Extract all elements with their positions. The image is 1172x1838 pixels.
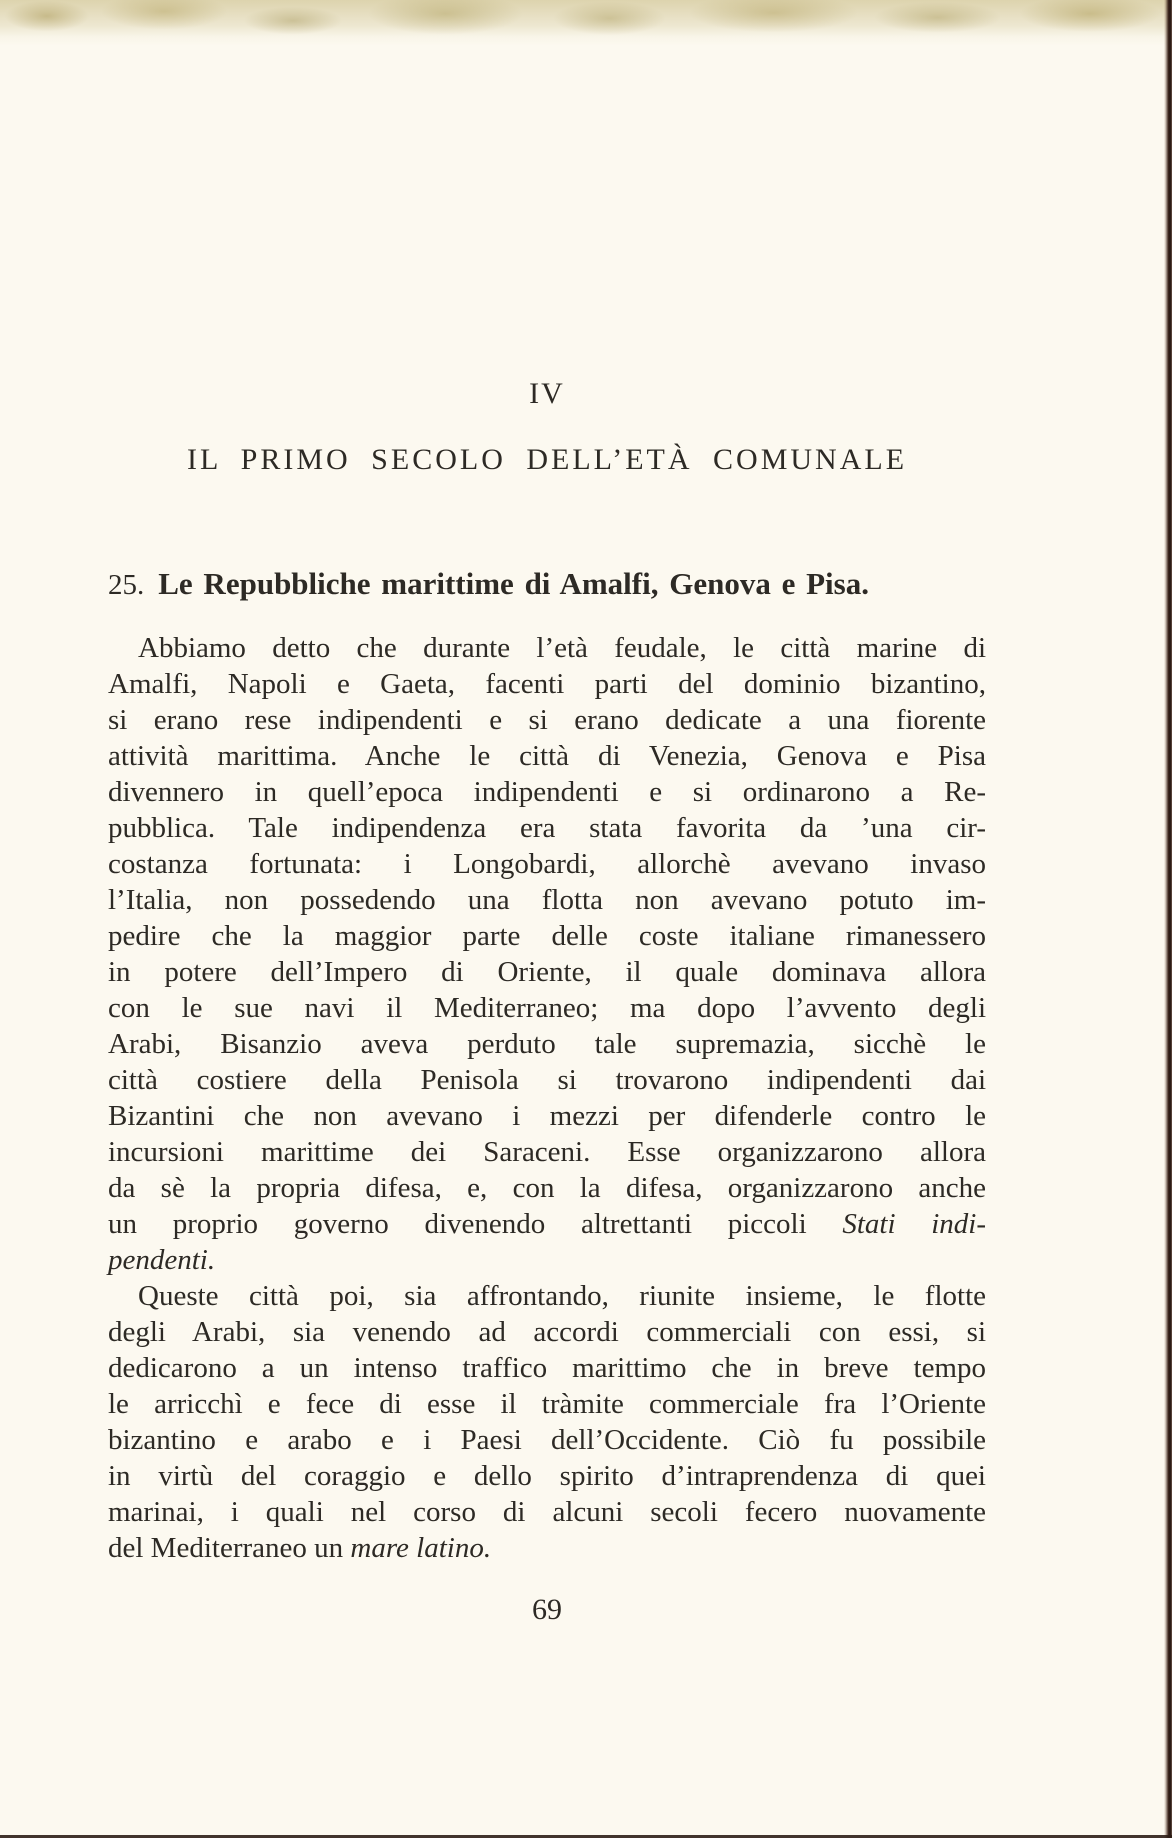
text-segment: dedicarono a un intenso traffico marittimo che in breve tempo <box>108 1352 986 1384</box>
text-segment: marinai, i quali nel corso di alcuni secoli fecero nuovamente <box>108 1496 986 1528</box>
text-line <box>108 1314 986 1350</box>
text-line <box>108 918 986 954</box>
text-line <box>108 774 986 810</box>
section-title: Le Repubbliche marittime di Amalfi, Genova e Pisa. <box>158 566 869 601</box>
text-segment: costanza fortunata: i Longobardi, allorchè avevano invaso <box>108 848 986 880</box>
text-segment: attività marittima. Anche le città di Venezia, Genova e Pisa <box>108 740 986 772</box>
section-heading <box>108 564 986 605</box>
text-line <box>108 1458 986 1494</box>
text-line <box>108 954 986 990</box>
text-line <box>108 738 986 774</box>
text-line <box>108 1170 986 1206</box>
text-line <box>108 1098 986 1134</box>
text-line <box>108 1350 986 1386</box>
italic-text-segment: pendenti. <box>108 1244 216 1276</box>
body-text <box>108 630 986 1566</box>
text-line <box>108 1026 986 1062</box>
text-segment: Bizantini che non avevano i mezzi per difenderle contro le <box>108 1100 986 1132</box>
text-segment: le arricchì e fece di esse il tràmite commerciale fra l’Oriente <box>108 1388 986 1420</box>
chapter-number: IV <box>529 377 565 410</box>
text-segment: da sè la propria difesa, e, con la difesa, organizzarono anche <box>108 1172 986 1204</box>
text-segment: pedire che la maggior parte delle coste italiane rimanessero <box>108 920 986 952</box>
page-number: 69 <box>532 1593 562 1626</box>
text-line <box>108 990 986 1026</box>
text-segment: incursioni marittime dei Saraceni. Esse organizzarono allora <box>108 1136 986 1168</box>
text-line <box>108 1530 986 1566</box>
text-segment: Queste città poi, sia affrontando, riunite insieme, le flotte <box>138 1280 986 1312</box>
text-segment: del Mediterraneo un <box>108 1532 351 1564</box>
text-segment: pubblica. Tale indipendenza era stata favorita da ’una cir- <box>108 812 986 844</box>
text-line <box>108 1422 986 1458</box>
section-number: 25. <box>108 569 145 601</box>
text-segment: Arabi, Bisanzio aveva perduto tale supremazia, sicchè le <box>108 1028 986 1060</box>
text-segment: l’Italia, non possedendo una flotta non avevano potuto im- <box>108 884 986 916</box>
text-line <box>108 1494 986 1530</box>
text-line <box>108 1062 986 1098</box>
scan-edge-artifact-right <box>1164 0 1172 1838</box>
text-segment: un proprio governo divenendo altrettanti piccoli <box>108 1208 843 1240</box>
text-segment: Abbiamo detto che durante l’età feudale, le città marine di <box>138 632 986 664</box>
text-line <box>108 846 986 882</box>
text-line <box>108 1206 986 1242</box>
text-line <box>108 630 986 666</box>
paragraph <box>108 1278 986 1566</box>
text-line <box>108 666 986 702</box>
text-segment: in virtù del coraggio e dello spirito d’intraprendenza di quei <box>108 1460 986 1492</box>
italic-text-segment: mare latino. <box>350 1532 492 1564</box>
text-segment: Amalfi, Napoli e Gaeta, facenti parti del dominio bizantino, <box>108 668 986 700</box>
text-segment: divennero in quell’epoca indipendenti e si ordinarono a Re- <box>108 776 986 808</box>
text-line <box>108 810 986 846</box>
italic-text-segment: Stati indi- <box>842 1208 986 1240</box>
text-line <box>108 1242 986 1278</box>
text-segment: bizantino e arabo e i Paesi dell’Occidente. Ciò fu possibile <box>108 1424 986 1456</box>
text-segment: con le sue navi il Mediterraneo; ma dopo l’avvento degli <box>108 992 986 1024</box>
text-segment: città costiere della Penisola si trovarono indipendenti dai <box>108 1064 986 1096</box>
text-segment: degli Arabi, sia venendo ad accordi commerciali con essi, si <box>108 1316 986 1348</box>
chapter-title: IL PRIMO SECOLO DELL’ETÀ COMUNALE <box>186 443 908 476</box>
text-line <box>108 702 986 738</box>
paragraph <box>108 630 986 1278</box>
text-line <box>108 1278 986 1314</box>
text-segment: in potere dell’Impero di Oriente, il quale dominava allora <box>108 956 986 988</box>
text-line <box>108 1386 986 1422</box>
text-line <box>108 882 986 918</box>
text-segment: si erano rese indipendenti e si erano dedicate a una fiorente <box>108 704 986 736</box>
text-line <box>108 1134 986 1170</box>
scan-edge-artifact-top <box>0 0 1172 46</box>
